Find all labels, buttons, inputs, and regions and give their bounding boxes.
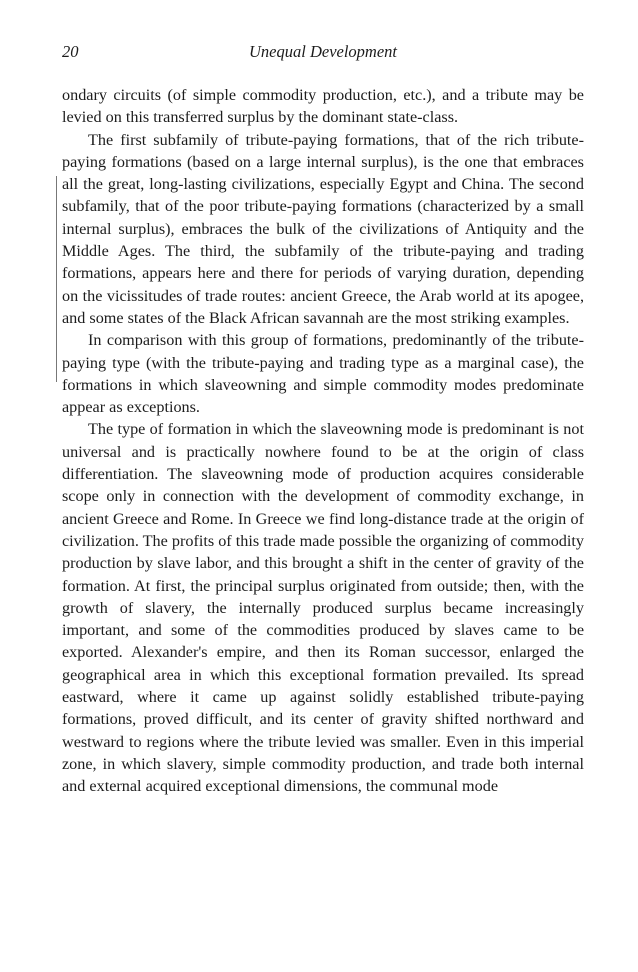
body-text: [62, 84, 584, 798]
margin-line-mark: [56, 292, 57, 382]
margin-line-mark: [56, 176, 57, 292]
paragraph: The first subfamily of tribute-paying formations, that of the rich tribute-paying formations (based on a large internal surplus), is the one that embraces all the great, long-lasting civilizations, especially Egypt and China. The second subfamily, that of the poor tribute-paying formations (characterized by a small internal surplus), embraces the bulk of the civilizations of Antiquity and the Middle Ages. The third, the subfamily of the tribute-paying and trading formations, appears here and there for periods of varying duration, depending on the vicissitudes of trade routes: ancient Greece, the Arab world at its apogee, and some states of the Black African savannah are the most striking examples.: [62, 130, 584, 327]
paragraph: The type of formation in which the slaveowning mode is predominant is not universal and is practically nowhere found to be at the origin of class differentiation. The slaveowning mode of production acquires considerable scope only in connection with the development of commodity exchange, in ancient Greece and Rome. In Greece we find long-distance trade at the origin of civilization. The profits of this trade made possible the organizing of commodity production by slave labor, and this brought a shift in the center of gravity of the formation. At first, the principal surplus originated from outside; then, with the growth of slavery, the internally produced surplus became increasingly important, and some of the commodities produced by slaves came to be exported. Alexander's empire, and then its Roman successor, enlarged the geographical area in which this exceptional formation prevailed. Its spread eastward, where it came up against solidly established tribute-paying formations, proved difficult, and its center of gravity shifted northward and westward to regions where the tribute levied was smaller. Even in this imperial zone, in which slavery, simple commodity production, and trade both internal and external acquired exceptional dimensions, the communal mode: [62, 420, 584, 796]
page-header: [62, 42, 584, 64]
paragraph: In comparison with this group of formations, predominantly of the tribute-paying type (with the tribute-paying and trading type as a marginal case), the formations in which slaveowning and simple commodity modes predominate appear as exceptions.: [62, 331, 584, 417]
page-number: 20: [62, 42, 79, 61]
running-title: Unequal Development: [249, 42, 397, 61]
paragraph: ondary circuits (of simple commodity production, etc.), and a tribute may be levied on this transferred surplus by the dominant state-class.: [62, 86, 584, 127]
